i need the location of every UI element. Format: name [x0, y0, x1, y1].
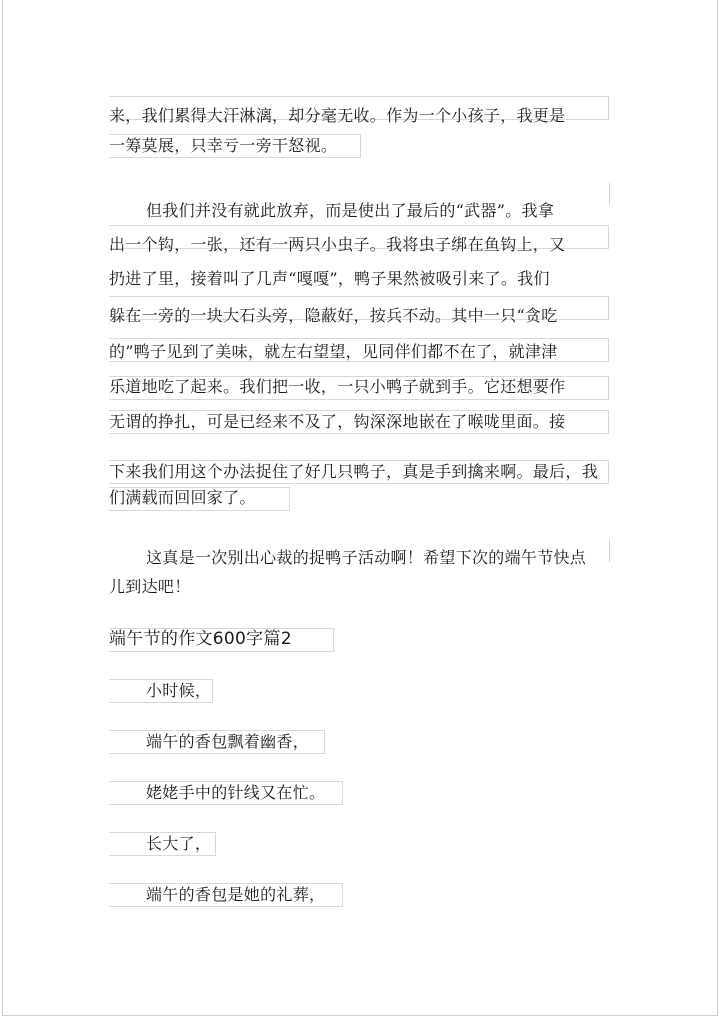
- text-line: 们满载而回回家了。: [109, 488, 256, 507]
- section-heading: 端午节的作文600字篇2: [109, 629, 292, 649]
- text-line: 但我们并没有就此放弃，而是使出了最后的“武器”。我拿: [146, 201, 555, 220]
- poem-line: 端午的香包是她的礼葬，: [146, 885, 326, 904]
- text-line: 无谓的挣扎，可是已经来不及了，钩深深地嵌在了喉咙里面。接: [109, 412, 566, 431]
- text-line: 一筹莫展，只幸亏一旁干怒视。: [109, 136, 338, 155]
- text-line: 儿到达吧！: [109, 577, 191, 596]
- text-line: 躲在一旁的一块大石头旁，隐蔽好，按兵不动。其中一只“贪吃: [109, 306, 558, 325]
- margin-tick: [609, 183, 610, 205]
- poem-line: 长大了，: [146, 834, 212, 853]
- poem-line: 端午的香包飘着幽香，: [146, 732, 310, 751]
- text-line: 扔进了里，接着叫了几声“嘎嘎”，鸭子果然被吸引来了。我们: [109, 269, 550, 288]
- margin-tick: [609, 540, 610, 562]
- poem-line: 小时候，: [146, 681, 212, 700]
- poem-line: 姥姥手中的针线又在忙。: [146, 783, 326, 802]
- text-line: 下来我们用这个办法捉住了好几只鸭子，真是手到擒来啊。最后，我: [109, 462, 599, 481]
- text-line: 的”鸭子见到了美味，就左右望望，见同伴们都不在了，就津津: [109, 342, 558, 361]
- text-line: 这真是一次别出心裁的捉鸭子活动啊！希望下次的端午节快点: [146, 548, 587, 567]
- text-line: 出一个钩，一张，还有一两只小虫子。我将虫子绑在鱼钩上，又: [109, 235, 566, 254]
- text-line: 乐道地吃了起来。我们把一收，一只小鸭子就到手。它还想要作: [109, 377, 566, 396]
- text-line: 来，我们累得大汗淋漓，却分毫无收。作为一个小孩子，我更是: [109, 106, 566, 125]
